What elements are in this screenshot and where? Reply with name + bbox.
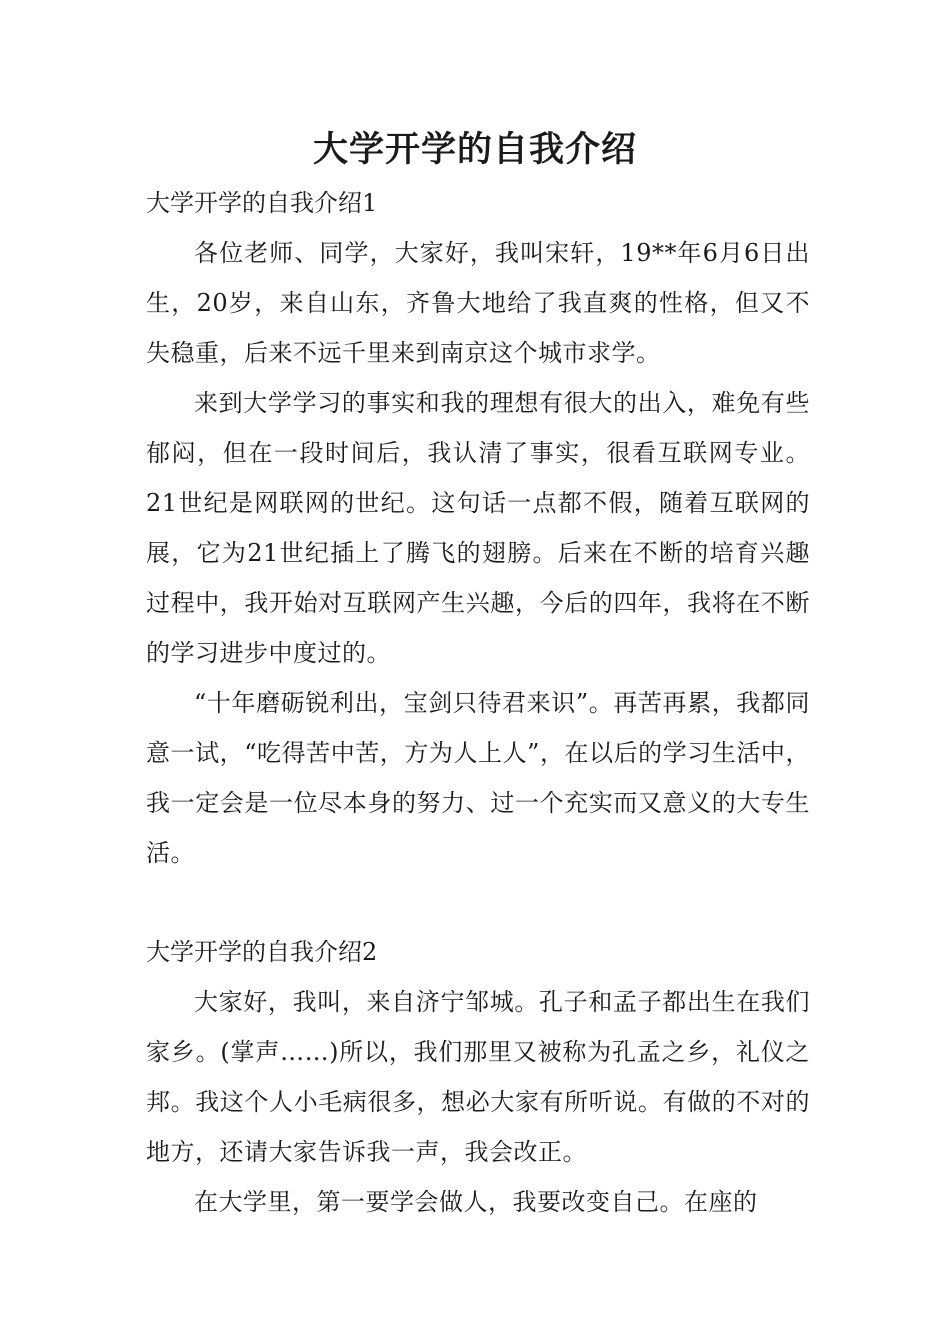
paragraph: 来到大学学习的事实和我的理想有很大的出入，难免有些郁闷，但在一段时间后，我认清了事实，很看互联网专业。21世纪是网联网的世纪。这句话一点都不假，随着互联网的展，它为21世纪插上了腾飞的翅膀。后来在不断的培育兴趣过程中，我开始对互联网产生兴趣，今后的四年，我将在不断的学习进步中度过的。 bbox=[146, 389, 810, 667]
paragraph: 各位老师、同学，大家好，我叫宋轩，19**年6月6日出生，20岁，来自山东，齐鲁大地给了我直爽的性格，但又不失稳重，后来不远千里来到南京这个城市求学。 bbox=[146, 239, 810, 367]
section-heading: 大学开学的自我介绍2 bbox=[146, 938, 378, 966]
section-spacer bbox=[146, 878, 810, 927]
paragraph: “十年磨砺锐利出，宝剑只待君来识”。再苦再累，我都同意一试，“吃得苦中苦，方为人上人”，在以后的学习生活中，我一定会是一位尽本身的努力、过一个充实而又意义的大专生活。 bbox=[146, 689, 810, 867]
section-1 bbox=[146, 178, 810, 878]
paragraph: 大家好，我叫，来自济宁邹城。孔子和孟子都出生在我们家乡。(掌声……)所以，我们那里又被称为孔孟之乡，礼仪之邦。我这个人小毛病很多，想必大家有所听说。有做的不对的地方，还请大家告诉我一声，我会改正。 bbox=[146, 988, 810, 1166]
document-body bbox=[146, 178, 810, 1227]
paragraph: 在大学里，第一要学会做人，我要改变自己。在座的 bbox=[194, 1188, 758, 1216]
section-heading: 大学开学的自我介绍1 bbox=[146, 189, 378, 217]
section-2 bbox=[146, 927, 810, 1227]
document-title: 大学开学的自我介绍 bbox=[312, 130, 637, 170]
